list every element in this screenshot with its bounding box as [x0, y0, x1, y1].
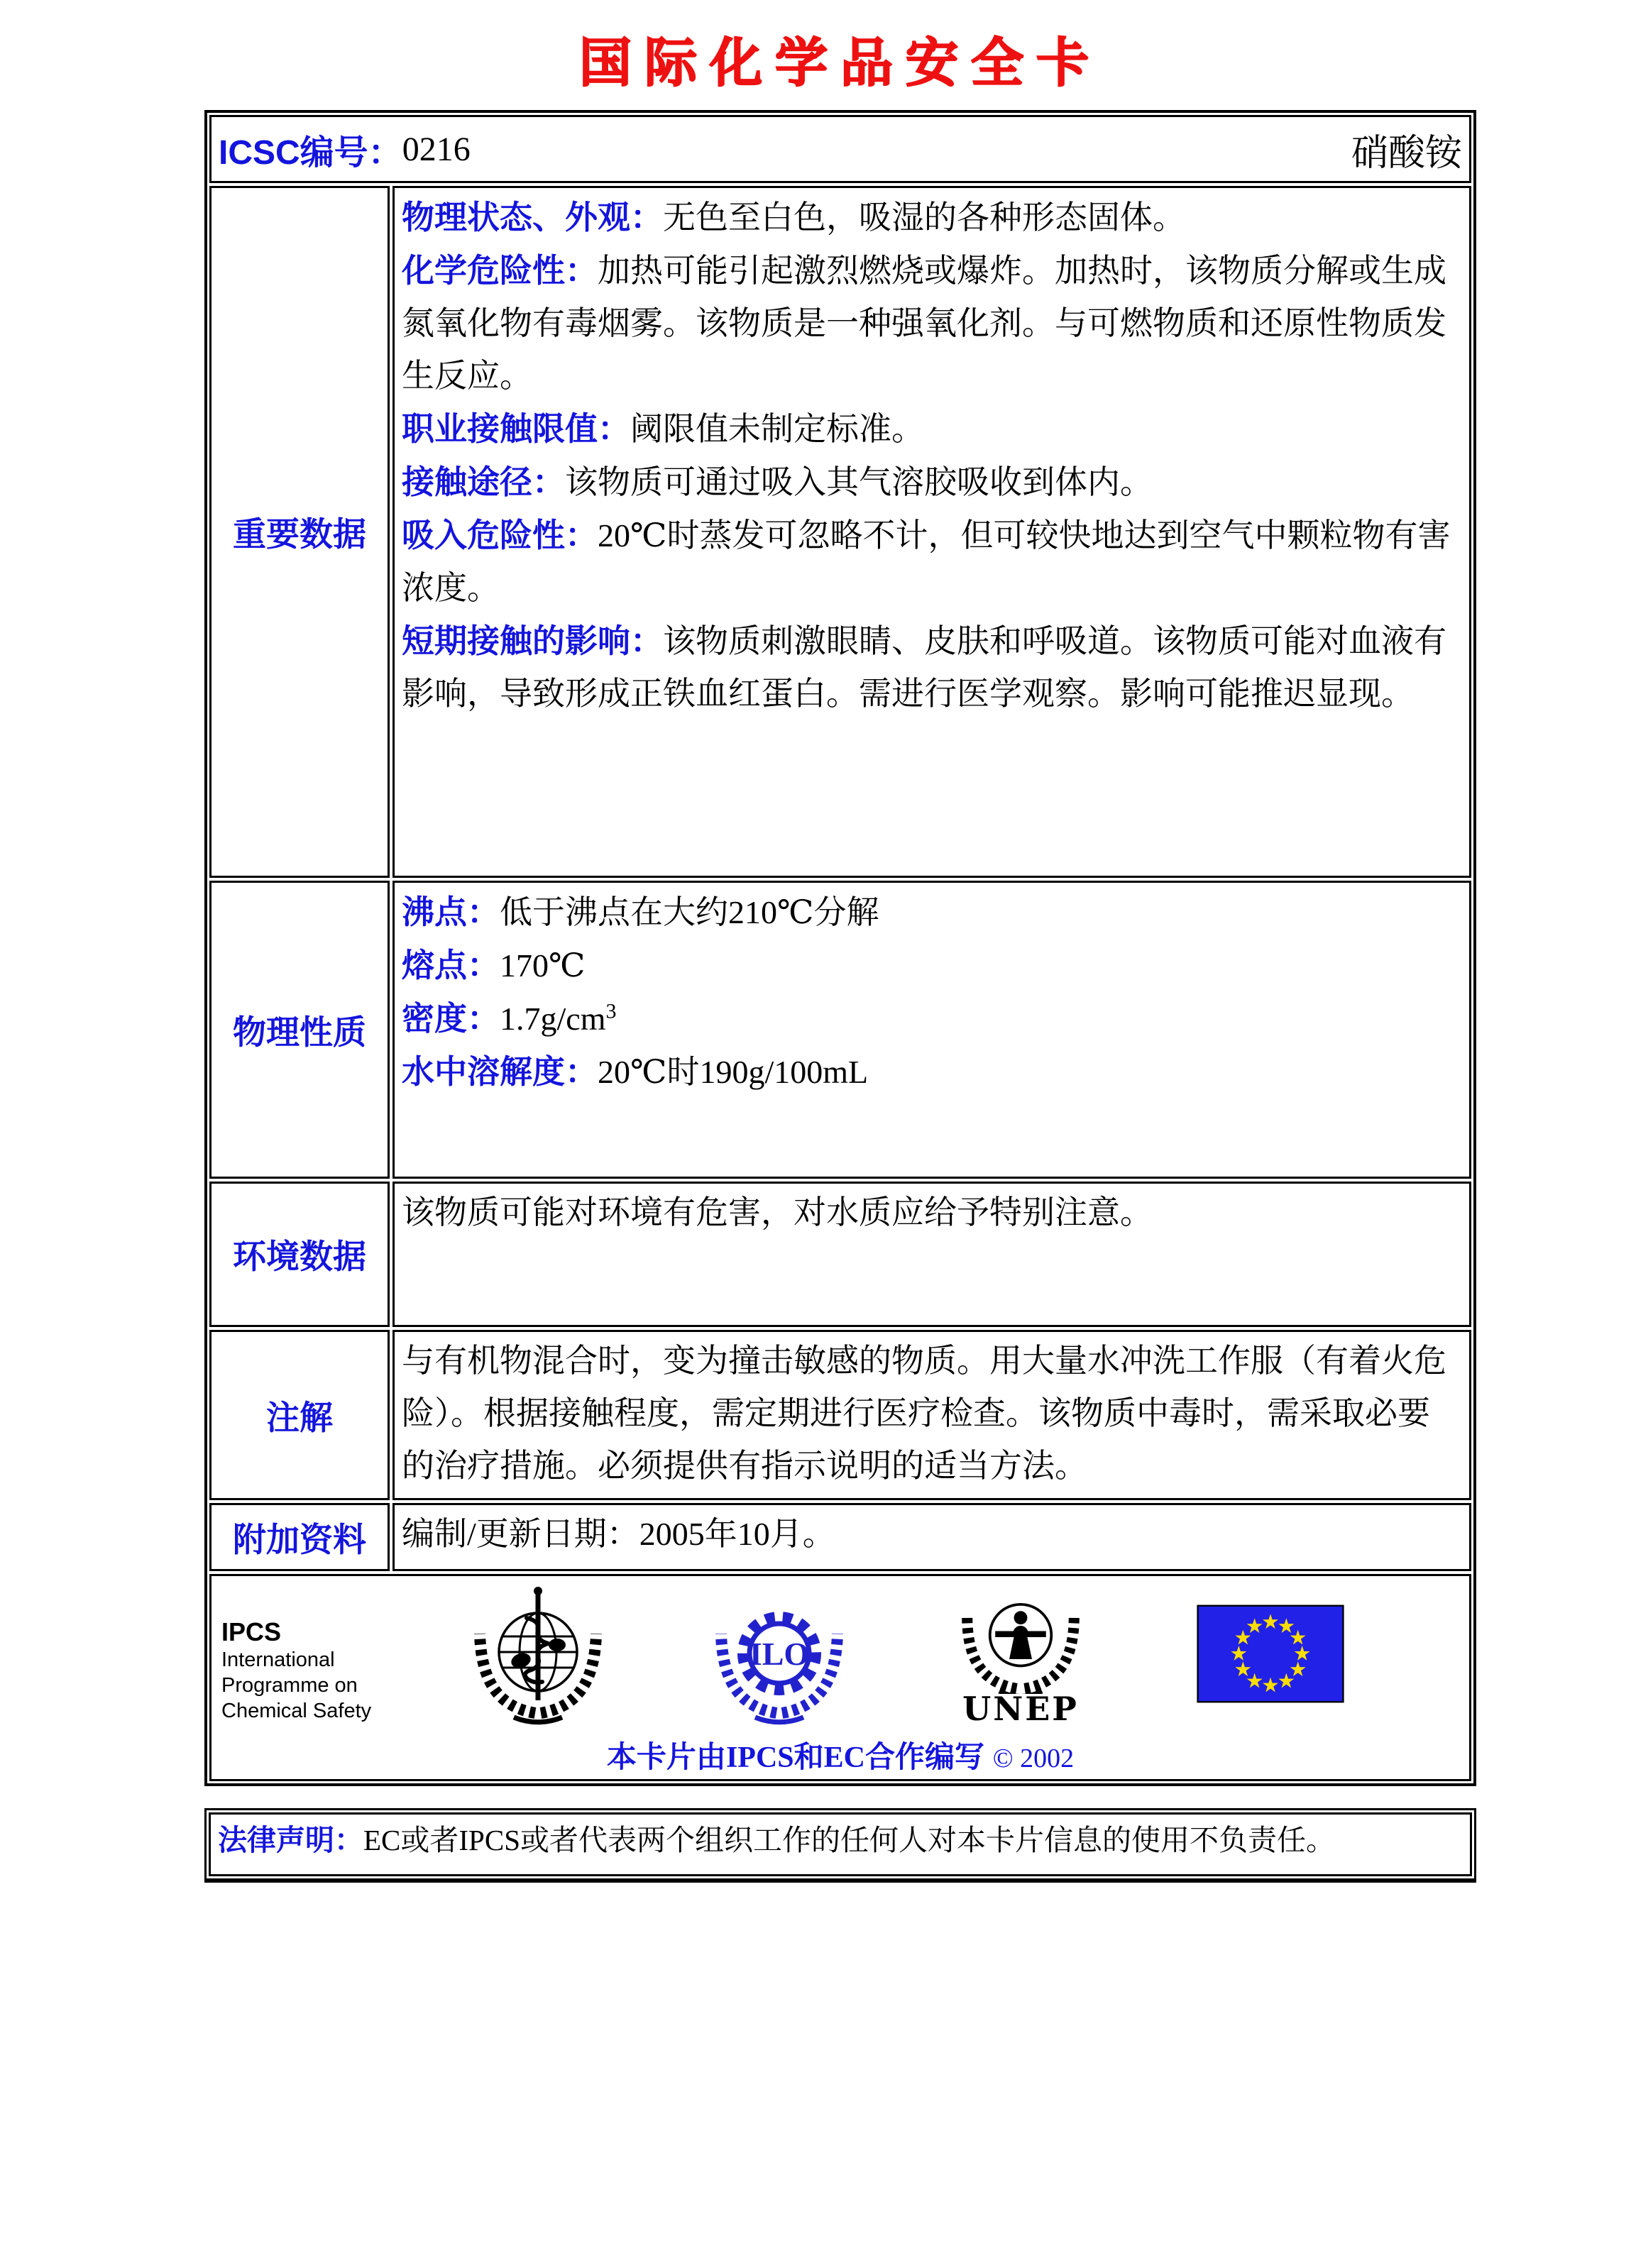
credit-latin-2: EC — [823, 1741, 866, 1774]
legal-text: EC或者IPCS或者代表两个组织工作的任何人对本卡片信息的使用不负责任。 — [363, 1824, 1335, 1856]
field-label: 水中溶解度： — [402, 1053, 598, 1090]
icsc-number-label: ICSC编号： — [219, 133, 402, 172]
unep-logo-block — [950, 1580, 1092, 1728]
section-label-notes: 注解 — [209, 1330, 390, 1500]
legal-table — [204, 1808, 1476, 1883]
legal-label: 法律声明： — [218, 1824, 363, 1856]
header-cell — [209, 115, 1471, 183]
field-label: 物理状态、外观： — [402, 199, 663, 236]
legal-cell — [209, 1812, 1472, 1876]
credit-cn-3: 合作编写 — [865, 1740, 985, 1773]
field-water-solubility — [402, 1045, 1462, 1099]
who-logo-icon — [467, 1582, 609, 1731]
section-label-important-data: 重要数据 — [209, 186, 390, 878]
notes-row — [209, 1330, 1471, 1500]
field-chemical-danger — [402, 244, 1462, 402]
ipcs-title: IPCS — [221, 1617, 282, 1646]
field-value: 该物质刺激眼睛、皮肤和呼吸道。该物质可能对血液有影响，导致形成正铁血红蛋白。需进行医学观察。影响可能推迟显现。 — [402, 623, 1446, 712]
additional-info-text: 编制/更新日期：2005年10月。 — [402, 1516, 835, 1552]
field-value: 170℃ — [500, 947, 586, 984]
field-value: 阈限值未制定标准。 — [630, 411, 924, 447]
field-label: 接触途径： — [402, 463, 565, 500]
field-value: 低于沸点在大约210℃分解 — [500, 894, 879, 930]
notes-text: 与有机物混合时，变为撞击敏感的物质。用大量水冲洗工作服（有着火危险）。根据接触程度，需定期进行医疗检查。该物质中毒时，需采取必要的治疗措施。必须提供有指示说明的适当方法。 — [402, 1343, 1446, 1484]
field-label: 密度： — [402, 1000, 500, 1037]
field-short-term-effects — [402, 615, 1462, 720]
header-row — [209, 115, 1471, 183]
main-table — [204, 110, 1476, 1786]
important-data-row — [209, 186, 1471, 878]
field-value: 20℃时蒸发可忽略不计，但可较快地达到空气中颗粒物有害浓度。 — [402, 517, 1451, 606]
ilo-logo-text: ILO — [749, 1636, 810, 1672]
field-melting-point — [402, 939, 1462, 992]
page-title: 国际化学品安全卡 — [579, 33, 1102, 94]
unep-logo-caption: UNEP — [962, 1690, 1079, 1728]
field-value: 20℃时190g/100mL — [598, 1054, 869, 1090]
unep-logo-icon — [953, 1580, 1088, 1694]
field-value: 该物质可通过吸入其气溶胶吸收到体内。 — [565, 464, 1153, 500]
logos-row — [209, 1574, 1471, 1781]
field-value: 1.7g/cm — [500, 1001, 606, 1037]
ipcs-text-block — [221, 1617, 371, 1724]
density-superscript: 3 — [605, 999, 617, 1023]
additional-info-content — [392, 1503, 1471, 1571]
ipcs-line-2: Programme on — [221, 1674, 358, 1697]
credit-cn-1: 本卡片由 — [606, 1740, 726, 1773]
field-exposure-routes — [402, 456, 1462, 509]
field-label: 沸点： — [402, 893, 500, 930]
field-label: 职业接触限值： — [402, 410, 630, 447]
environmental-data-text: 该物质可能对环境有危害，对水质应给予特别注意。 — [402, 1194, 1153, 1231]
icsc-number — [219, 125, 471, 174]
field-boiling-point — [402, 886, 1462, 939]
field-occupational-limit — [402, 402, 1462, 456]
notes-content — [392, 1330, 1471, 1500]
field-label: 吸入危险性： — [402, 517, 598, 554]
chemical-name: 硝酸铵 — [1351, 133, 1462, 174]
field-value: 无色至白色，吸湿的各种形态固体。 — [663, 199, 1185, 236]
field-density — [402, 992, 1462, 1045]
ipcs-line-3: Chemical Safety — [221, 1700, 372, 1722]
icsc-number-value: 0216 — [402, 130, 471, 168]
logos-cell — [209, 1574, 1471, 1781]
field-label: 短期接触的影响： — [402, 622, 663, 659]
field-label: 熔点： — [402, 947, 500, 984]
environmental-data-row — [209, 1182, 1471, 1327]
physical-properties-row — [209, 881, 1471, 1179]
field-value: 加热可能引起激烈燃烧或爆炸。加热时，该物质分解或生成氮氧化物有毒烟雾。该物质是一种强氧化剂。与可燃物质和还原性物质发生反应。 — [402, 253, 1446, 394]
physical-properties-content — [392, 881, 1471, 1179]
environmental-data-content — [392, 1182, 1471, 1327]
ipcs-line-1: International — [221, 1648, 335, 1671]
section-label-environmental-data: 环境数据 — [209, 1182, 390, 1327]
section-label-additional-info: 附加资料 — [209, 1503, 390, 1571]
credit-latin-1: IPCS — [725, 1741, 794, 1774]
field-inhalation-risk — [402, 509, 1462, 615]
additional-info-row — [209, 1503, 1471, 1571]
field-physical-state — [402, 191, 1462, 244]
credit-year: © 2002 — [992, 1744, 1075, 1773]
ilo-logo-icon — [708, 1582, 850, 1731]
eu-flag-icon — [1197, 1604, 1344, 1703]
important-data-content — [392, 186, 1471, 878]
field-label: 化学危险性： — [402, 252, 598, 289]
section-label-physical-properties: 物理性质 — [209, 881, 390, 1179]
credit-cn-2: 和 — [793, 1740, 824, 1773]
credit-line — [212, 1734, 1469, 1776]
